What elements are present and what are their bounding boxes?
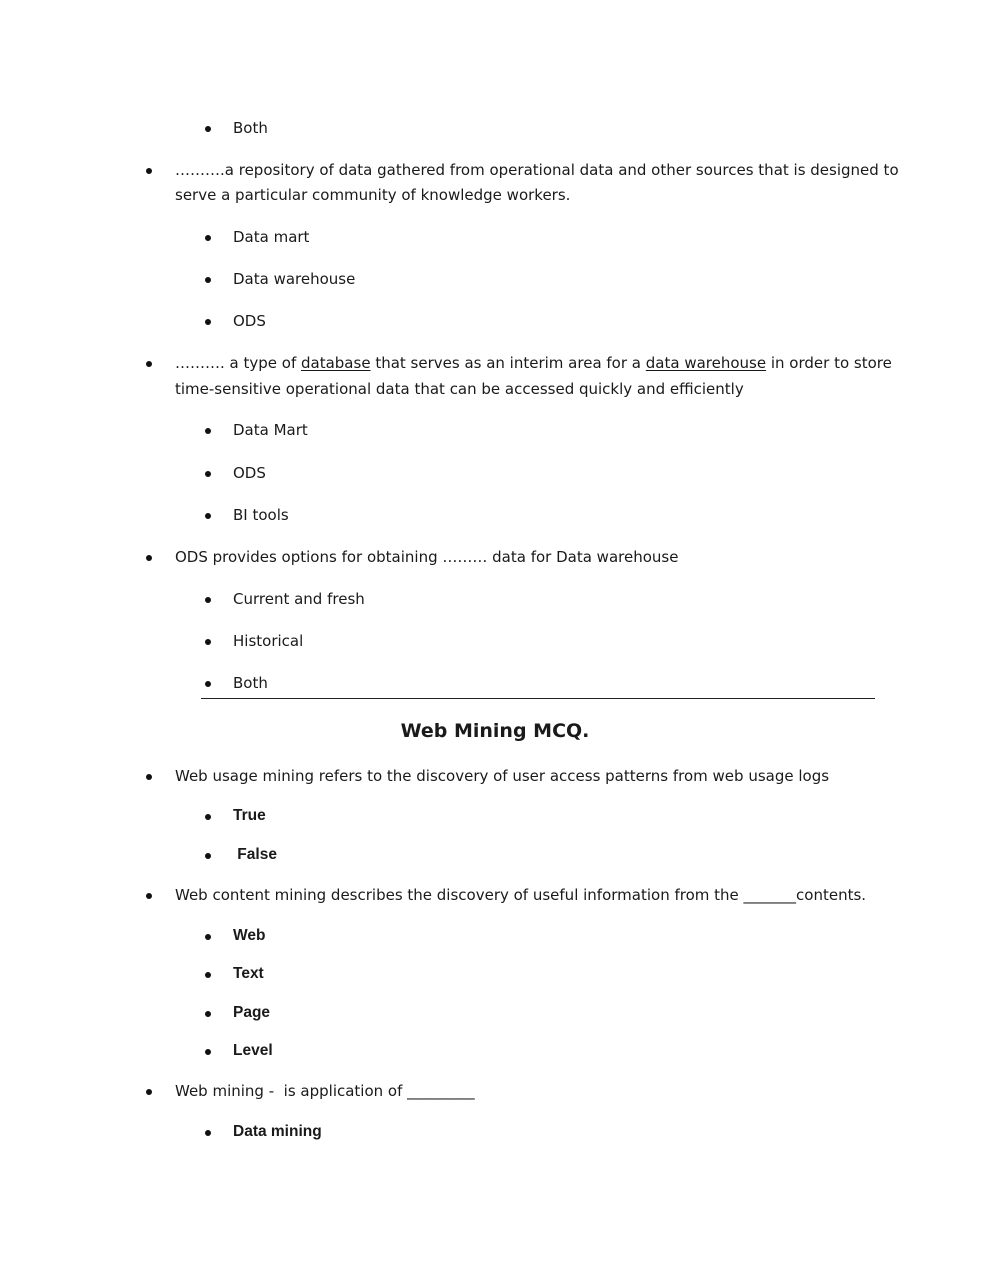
question-text: ……….a repository of data gathered from operational data and other sources that is designed to [175,161,899,179]
option-item: Level [233,1042,273,1059]
bullet-dot [146,361,152,367]
bullet-dot [146,774,152,780]
bullet-dot [205,1049,211,1055]
option-item: Web [233,927,266,944]
option-item: Data mining [233,1123,322,1140]
option-item: ODS [233,464,266,482]
bullet-dot [146,1089,152,1095]
bullet-dot [146,893,152,899]
bullet-dot [205,235,211,241]
option-item: Current and fresh [233,590,365,608]
bullet-dot [205,814,211,820]
question-text: Web usage mining refers to the discovery of user access patterns from web usage logs [175,767,830,785]
section-divider [201,698,875,699]
database-link[interactable]: database [301,354,371,372]
option-item: Both [233,119,268,137]
data-warehouse-link[interactable]: data warehouse [645,354,767,372]
option-item: Data mart [233,228,310,246]
bullet-dot [205,681,211,687]
question-text-part: ………. a type of [175,354,301,372]
bullet-dot [146,168,152,174]
bullet-dot [205,972,211,978]
question-text-part: that serves as an interim area for a [370,354,646,372]
question-text: ODS provides options for obtaining ……… data for Data warehouse [175,548,679,566]
option-item: False [233,846,277,863]
option-item: True [233,807,266,824]
question-text-continued: serve a particular community of knowledge workers. [175,186,571,204]
question-text: Web content mining describes the discovery of useful information from the _______contents. [175,886,867,904]
option-item: Text [233,965,264,982]
option-item: Page [233,1004,271,1021]
bullet-dot [205,471,211,477]
option-item: ODS [233,312,266,330]
section-heading: Web Mining MCQ. [400,720,590,742]
bullet-dot [205,513,211,519]
bullet-dot [205,1130,211,1136]
bullet-dot [205,934,211,940]
option-item: Data warehouse [233,270,356,288]
bullet-dot [205,853,211,859]
bullet-dot [205,428,211,434]
question-text-part: in order to store [766,354,892,372]
option-item: Data Mart [233,421,308,439]
bullet-dot [205,319,211,325]
option-item: Both [233,674,268,692]
question-text-continued: time-sensitive operational data that can be accessed quickly and efficiently [175,380,744,398]
question-text: Web mining - is application of _________ [175,1082,475,1100]
option-item: BI tools [233,506,289,524]
bullet-dot [205,597,211,603]
option-item: Historical [233,632,304,650]
bullet-dot [205,639,211,645]
bullet-dot [205,277,211,283]
question-text [175,353,892,373]
bullet-dot [146,555,152,561]
bullet-dot [205,126,211,132]
bullet-dot [205,1011,211,1017]
